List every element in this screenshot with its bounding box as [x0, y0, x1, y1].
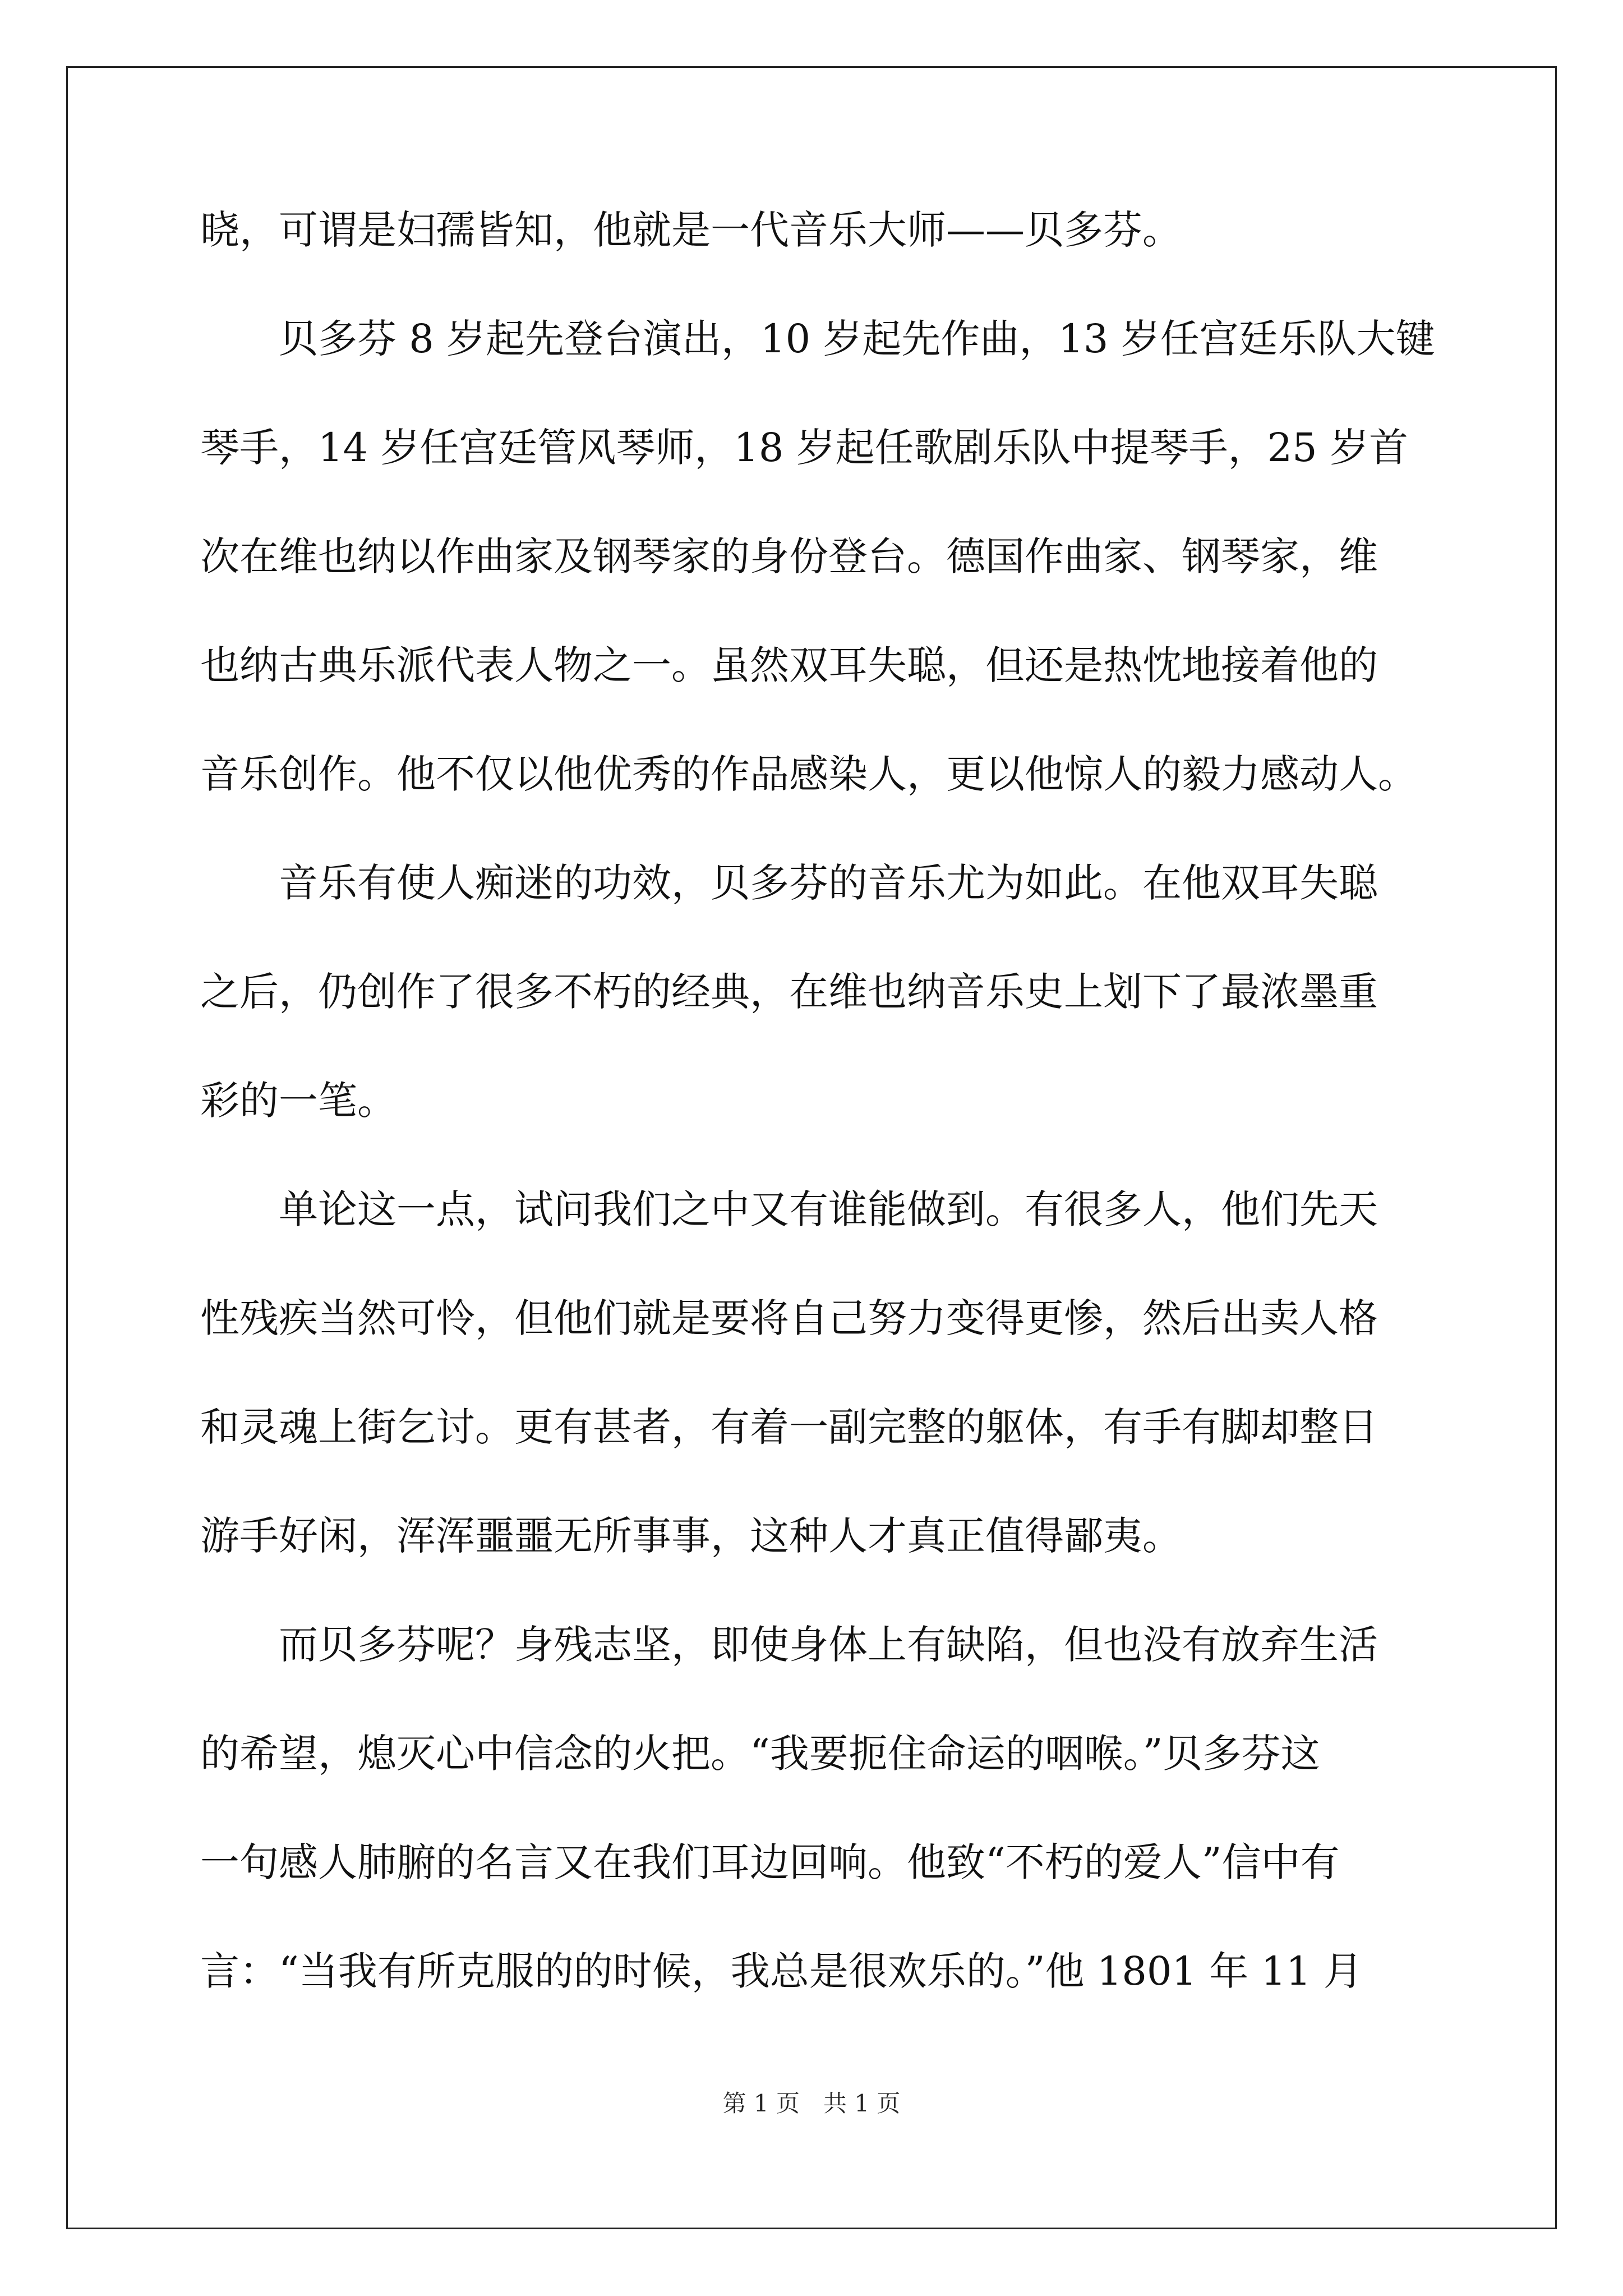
- text-line: 彩的一笔。: [200, 1078, 396, 1124]
- text-line: 琴手，14 岁任宫廷管风琴师，18 岁起任歌剧乐队中提琴手，25 岁首: [200, 425, 1408, 471]
- text-line: 言：“当我有所克服的的时候，我总是很欢乐的。”他 1801 年 11 月: [200, 1948, 1363, 1994]
- text-line: 的希望，熄灭心中信念的火把。“我要扼住命运的咽喉。”贝多芬这: [200, 1731, 1320, 1777]
- text-line: 贝多芬 8 岁起先登台演出，10 岁起先作曲，13 岁任宫廷乐队大键: [200, 316, 1435, 362]
- document-body: [200, 205, 1434, 2055]
- text-line: 音乐有使人痴迷的功效，贝多芬的音乐尤为如此。在他双耳失聪: [200, 860, 1378, 906]
- text-line: 一句感人肺腑的名言又在我们耳边回响。他致“不朽的爱人”信中有: [200, 1839, 1340, 1885]
- text-line: 也纳古典乐派代表人物之一。虽然双耳失聪，但还是热忱地接着他的: [200, 642, 1378, 688]
- text-line: 游手好闲，浑浑噩噩无所事事，这种人才真正值得鄙夷。: [200, 1513, 1182, 1559]
- text-line: 次在维也纳以作曲家及钢琴家的身份登台。德国作曲家、钢琴家，维: [200, 533, 1378, 579]
- page-footer: 第 1 页 共 1 页: [722, 2090, 901, 2117]
- text-line: 音乐创作。他不仅以他优秀的作品感染人，更以他惊人的毅力感动人。: [200, 751, 1417, 797]
- text-line: 之后，仍创作了很多不朽的经典，在维也纳音乐史上划下了最浓墨重: [200, 969, 1378, 1015]
- text-line: 单论这一点，试问我们之中又有谁能做到。有很多人，他们先天: [200, 1186, 1378, 1232]
- text-line: 和灵魂上街乞讨。更有甚者，有着一副完整的躯体，有手有脚却整日: [200, 1404, 1378, 1450]
- text-line: 性残疾当然可怜，但他们就是要将自己努力变得更惨，然后出卖人格: [200, 1295, 1378, 1341]
- text-line: 而贝多芬呢？身残志坚，即使身体上有缺陷，但也没有放弃生活: [200, 1622, 1378, 1668]
- text-line: 晓，可谓是妇孺皆知，他就是一代音乐大师——贝多芬。: [200, 207, 1182, 253]
